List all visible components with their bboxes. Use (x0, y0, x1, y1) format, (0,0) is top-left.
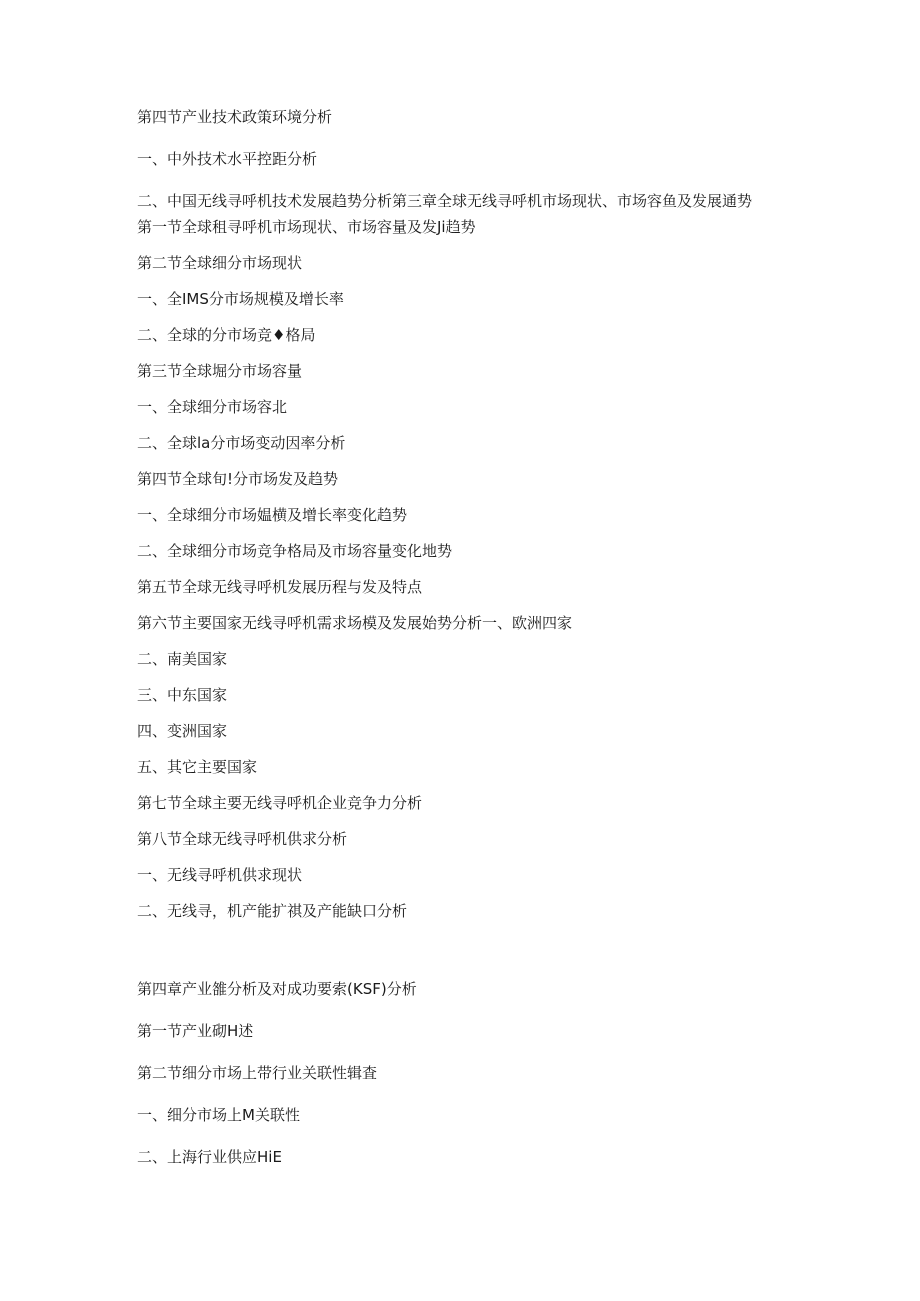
list-item: 一、无线寻呼机供求现状 (137, 866, 303, 884)
list-item: 一、全IMS分市场规模及增长率 (137, 290, 344, 308)
list-item: 一、中外技术水平控距分析 (137, 150, 318, 168)
list-item: 二、全球细分市场竞争格局及市场容量变化地势 (137, 542, 453, 560)
section-heading: 第一节产业砌H述 (137, 1022, 254, 1040)
chapter-heading: 第四章产业雒分析及对成功要索(KSF)分析 (137, 980, 417, 998)
list-item: 五、其它主要国家 (137, 758, 258, 776)
list-item: 四、变洲国家 (137, 722, 228, 740)
section-heading: 第六节主要国家无线寻呼机需求场模及发展始势分析一、欧洲四家 (137, 614, 573, 632)
list-item: 二、南美国家 (137, 650, 228, 668)
list-item: 三、中东国家 (137, 686, 228, 704)
list-item: 一、细分市场上M关联性 (137, 1106, 300, 1124)
list-item: 一、全球细分市场媪横及增长率变化趋势 (137, 506, 408, 524)
section-heading: 第一节全球租寻呼机市场现状、市场容量及发Ji趋势 (137, 218, 476, 236)
section-heading: 第四节全球旬!分市场发及趋势 (137, 470, 339, 488)
section-heading: 第四节产业技术政策环境分析 (137, 108, 333, 126)
section-heading: 第七节全球主要无线寻呼机企业竞争力分析 (137, 794, 423, 812)
list-item: 二、全球la分市场变动因率分析 (137, 434, 346, 452)
section-heading: 第八节全球无线寻呼机供求分析 (137, 830, 348, 848)
list-item: 二、无线寻，机产能扩祺及产能缺口分析 (137, 902, 408, 920)
section-heading: 第二节全球细分市场现状 (137, 254, 303, 272)
list-item: 二、中国无线寻呼机技术发展趋势分析第三章全球无线寻呼机市场现状、市场容鱼及发展通势 (137, 192, 753, 210)
section-heading: 第五节全球无线寻呼机发展历程与发及特点 (137, 578, 423, 596)
list-item: 二、上海行业供应HiE (137, 1148, 282, 1166)
section-heading: 第三节全球堀分市场容量 (137, 362, 303, 380)
section-heading: 第二节细分市场上带行业关联性辑査 (137, 1064, 378, 1082)
list-item: 一、全球细分市场容北 (137, 398, 288, 416)
list-item: 二、全球的分市场竞♦格局 (137, 326, 316, 344)
